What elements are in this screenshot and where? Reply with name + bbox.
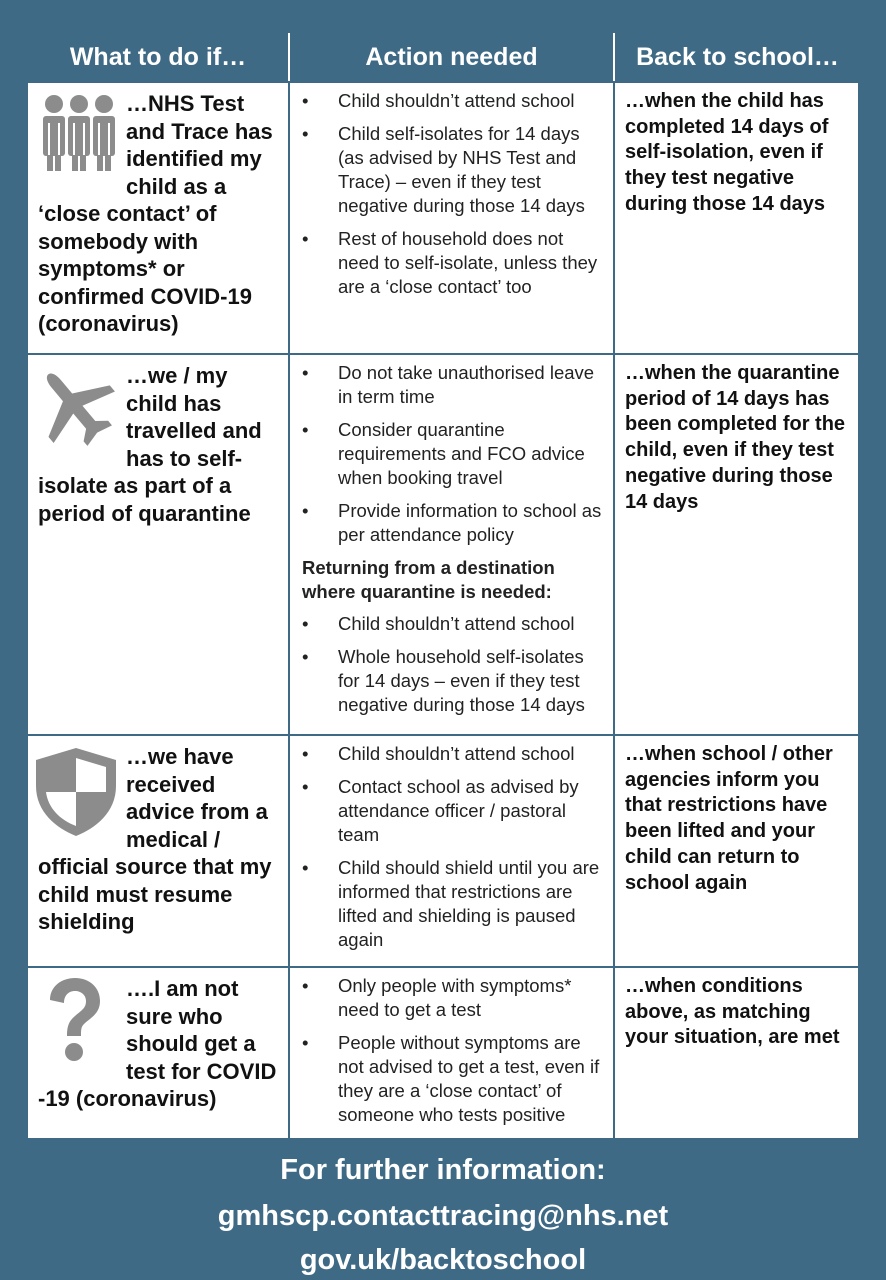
table-row: [28, 353, 858, 734]
list-item: • Child self-isolates for 14 days (as advised by NHS Test and Trace) – even if they test negative during those 14 days: [302, 123, 585, 216]
header-what-to-do: What to do if…: [28, 33, 290, 81]
what-text: …NHS Test and Trace has identified my child as a ‘close contact’ of somebody with symptoms* or confirmed COVID-19 (coronavirus): [38, 91, 273, 336]
what-text: …we / my child has travelled and has to self-isolate as part of a period of quarantine: [38, 363, 262, 526]
list-item: • Child shouldn’t attend school: [302, 743, 575, 764]
list-item: • Only people with symptoms* need to get a test: [302, 975, 572, 1020]
back-text: …when school / other agencies inform you that restrictions have been lifted and your child can return to school again: [625, 743, 833, 894]
back-text: …when conditions above, as matching your situation, are met: [625, 975, 840, 1049]
action-cell: [290, 355, 615, 734]
what-cell: [28, 736, 290, 966]
list-item: • Do not take unauthorised leave in term time: [302, 362, 595, 407]
list-item: • Whole household self-isolates for 14 days – even if they test negative during those 14 days: [302, 646, 585, 715]
list-item: • Child should shield until you are informed that restrictions are lifted and shielding is paused again: [302, 857, 600, 950]
table-row: [28, 966, 858, 1138]
website-link: gov.uk/backtoschool: [299, 1244, 587, 1276]
footer-heading: For further information:: [280, 1154, 606, 1186]
list-item: • People without symptoms are not advised to get a test, even if they are a ‘close contact’ of someone who tests positive: [302, 1032, 600, 1125]
shield-icon: [34, 746, 118, 843]
header-back-to-school: Back to school…: [636, 43, 839, 71]
contact-email: gmhscp.contacttracing@nhs.net: [217, 1200, 669, 1232]
what-cell: [28, 83, 290, 353]
list-item: • Consider quarantine requirements and FCO advice when booking travel: [302, 419, 585, 488]
what-text: …we have received advice from a medical / official source that my child must resume shielding: [38, 744, 272, 934]
table-row: [28, 81, 858, 353]
guidance-table: [26, 31, 860, 1140]
list-item: • Child shouldn’t attend school: [302, 90, 575, 111]
back-to-school-cell: [615, 968, 860, 1138]
what-text: ….I am not sure who should get a test for COVID -19 (coronavirus): [38, 976, 277, 1111]
table-row: [28, 734, 858, 966]
list-item: • Contact school as advised by attendance officer / pastoral team: [302, 776, 579, 845]
back-text: …when the child has completed 14 days of self-isolation, even if they test negative during those 14 days: [625, 90, 829, 215]
airplane-icon: [30, 361, 118, 454]
back-text: …when the quarantine period of 14 days has been completed for the child, even if they test negative during those 14 days: [625, 362, 846, 513]
people-icon: [40, 93, 118, 178]
list-item: • Rest of household does not need to self-isolate, unless they are a ‘close contact’ too: [302, 228, 598, 297]
subheading: Returning from a destination where quarantine is needed:: [302, 557, 555, 602]
list-item: • Child shouldn’t attend school: [302, 613, 575, 634]
back-to-school-cell: [615, 736, 860, 966]
back-to-school-cell: [615, 355, 860, 734]
table-header: [28, 33, 858, 81]
question-mark-icon: [42, 976, 106, 1069]
list-item: • Provide information to school as per attendance policy: [302, 500, 602, 545]
action-cell: [290, 83, 615, 353]
header-action-needed: Action needed: [290, 33, 615, 81]
back-to-school-cell: [615, 83, 860, 353]
what-cell: [28, 968, 290, 1138]
action-cell: [290, 968, 615, 1138]
what-cell: [28, 355, 290, 734]
action-cell: [290, 736, 615, 966]
